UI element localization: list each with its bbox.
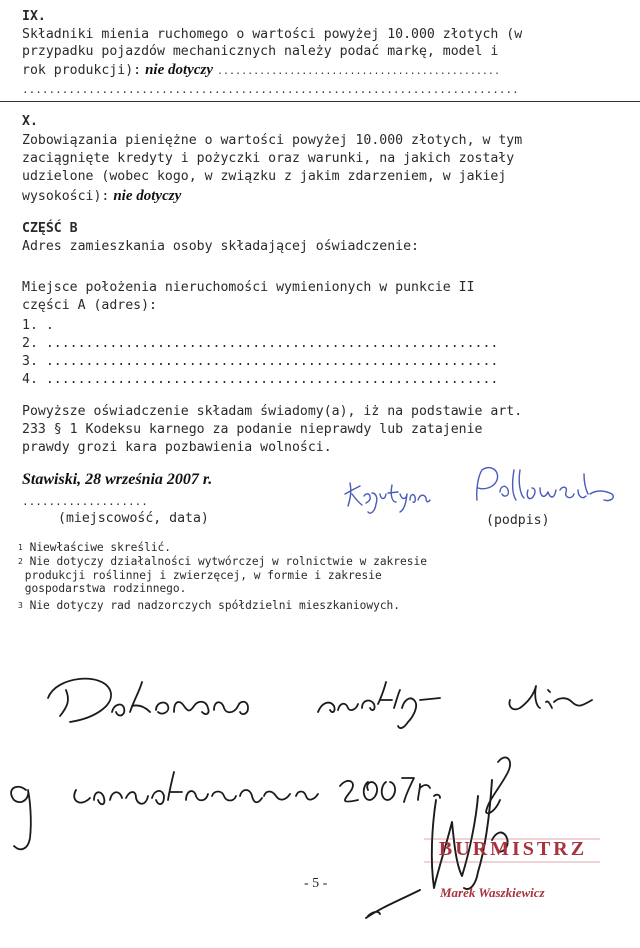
section-ix-dots-line: ........................................................................... bbox=[22, 83, 519, 96]
section-x-number: X. bbox=[22, 114, 38, 129]
property-line2: części A (adres): bbox=[22, 298, 157, 313]
place-date-label: (miejscowość, data) bbox=[58, 511, 209, 526]
section-ix-line1: Składniki mienia ruchomego o wartości powyżej 10.000 złotych (w bbox=[22, 27, 523, 42]
handwritten-note-icon bbox=[48, 679, 592, 728]
place-date: Stawiski, 28 września 2007 r. bbox=[22, 471, 213, 488]
section-x-line4: wysokości): bbox=[22, 189, 110, 204]
footnote-1-text: Niewłaściwe skreślić. bbox=[29, 541, 172, 554]
property-item-3: 3. ......................................................... bbox=[22, 354, 499, 369]
stamp-title: BURMISTRZ bbox=[438, 838, 588, 860]
part-b-heading: CZĘŚĆ B bbox=[22, 221, 78, 236]
section-ix-line3: rok produkcji): bbox=[22, 63, 142, 78]
property-item-1: 1. . bbox=[22, 318, 54, 333]
section-ix-dots: ............................................... bbox=[217, 66, 500, 77]
section-x-answer: nie dotyczy bbox=[113, 188, 182, 204]
section-x-line1: Zobowiązania pieniężne o wartości powyżej 10.000 złotych, w tym bbox=[22, 133, 523, 148]
statement-line3: prawdy grozi kara pozbawienia wolności. bbox=[22, 440, 332, 455]
statement-line2: 233 § 1 Kodeksu karnego za podanie nieprawdy lub zatajenie bbox=[22, 422, 483, 437]
blue-signature-icon bbox=[345, 468, 613, 514]
section-ix-number: IX. bbox=[22, 9, 46, 24]
section-x-line3: udzielone (wobec kogo, w związku z jakim zdarzeniem, w jakiej bbox=[22, 169, 507, 184]
footnote-1-num: 1 bbox=[18, 543, 23, 552]
stamp-name: Marek Waszkiewicz bbox=[440, 885, 545, 900]
property-item-2: 2. ......................................................... bbox=[22, 336, 499, 351]
section-ix-line2: przypadku pojazdów mechanicznych należy podać markę, model i bbox=[22, 44, 499, 59]
footnote-3-num: 3 bbox=[18, 601, 23, 610]
property-line1: Miejsce położenia nieruchomości wymienionych w punkcie II bbox=[22, 280, 475, 295]
signature-label: (podpis) bbox=[486, 513, 550, 528]
place-date-dots: ................... bbox=[22, 495, 148, 508]
section-x-line2: zaciągnięte kredyty i pożyczki oraz warunki, na jakich zostały bbox=[22, 151, 515, 166]
section-ix-answer: nie dotyczy bbox=[145, 62, 213, 78]
footnote-3-text: Nie dotyczy rad nadzorczych spółdzielni mieszkaniowych. bbox=[29, 599, 401, 612]
statement-line1: Powyższe oświadczenie składam świadomy(a), iż na podstawie art. bbox=[22, 404, 523, 419]
address-label: Adres zamieszkania osoby składającej oświadczenie: bbox=[22, 239, 419, 254]
property-item-4: 4. ......................................................... bbox=[22, 372, 499, 387]
footnote-2-num: 2 bbox=[18, 557, 23, 566]
footnote-2-text: Nie dotyczy działalności wytwórczej w rolnictwie w zakresie produkcji roślinnej i zwierzęcej, w formie i zakresie gospodarstwa rodzinnego. bbox=[24, 555, 427, 595]
page-number: - 5 - bbox=[304, 876, 328, 891]
